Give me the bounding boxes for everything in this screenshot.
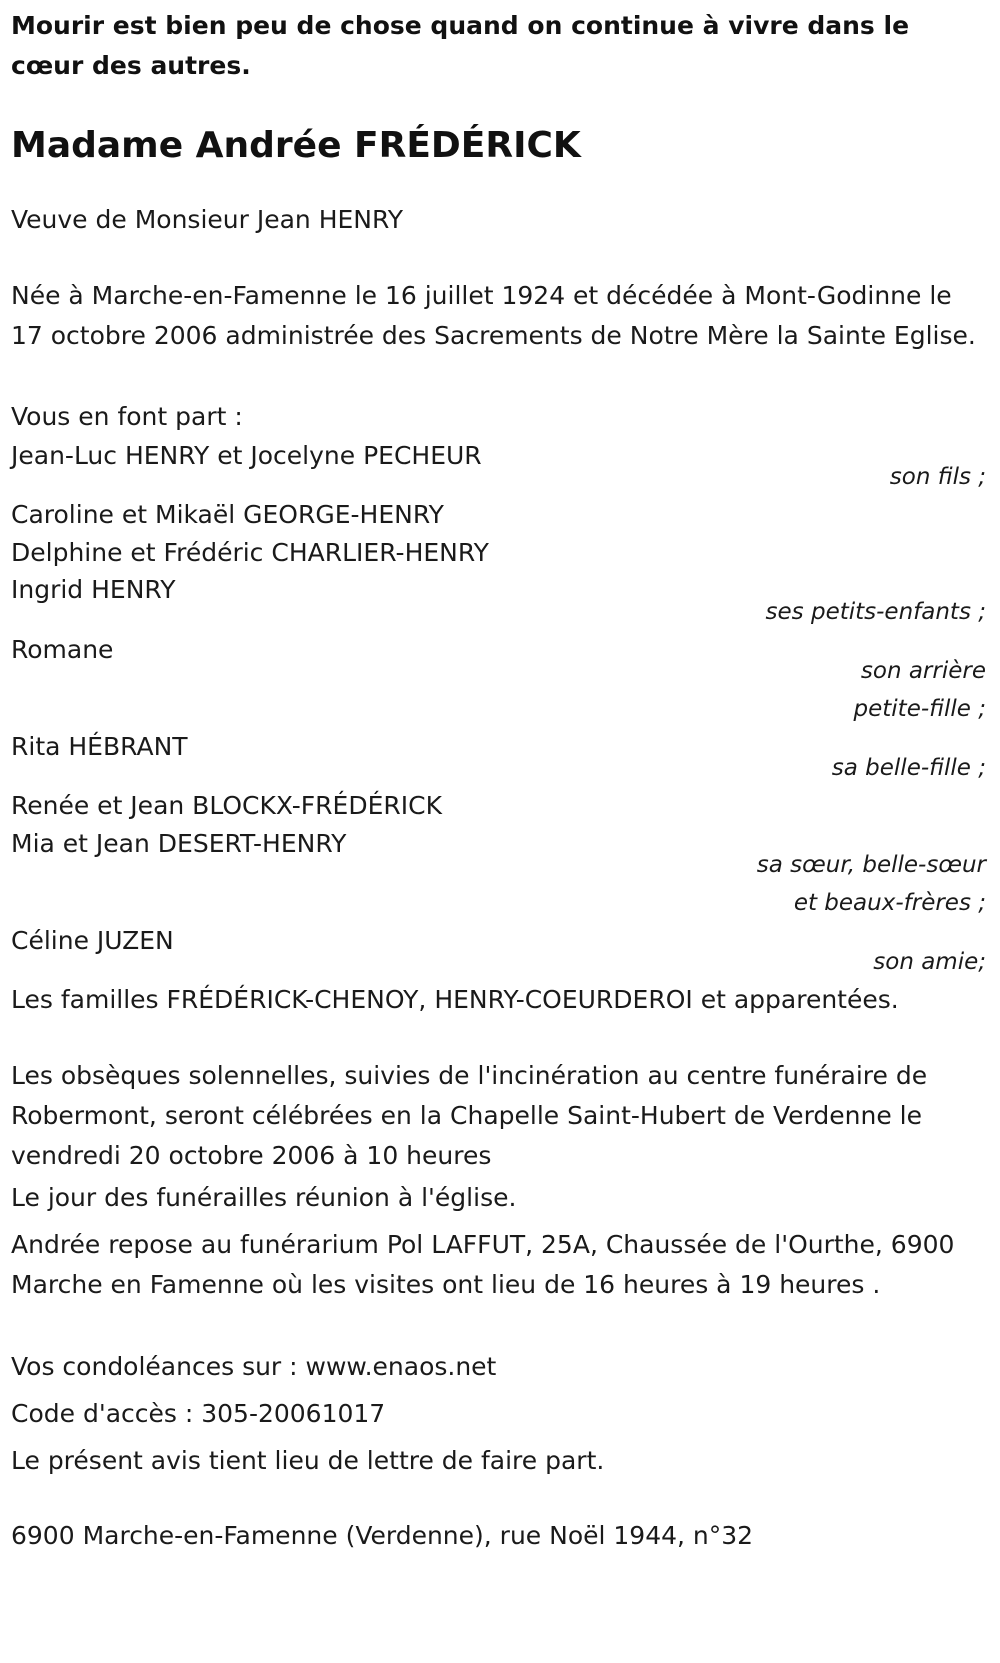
family-name: Romane [11, 635, 114, 664]
family-name: Rita HÉBRANT [11, 732, 188, 761]
family-relation: son fils ; [889, 464, 986, 490]
family-relation: sa sœur, belle-sœur [756, 852, 986, 878]
condolences-line: Vos condoléances sur : www.enaos.net [11, 1352, 497, 1381]
funeral-paragraph: Les obsèques solennelles, suivies de l'incinération au centre funéraire de Robermont, seront célébrées en la Chapelle Saint-Hubert de Verdenne le vendredi 20 octobre 2006 à 10 heures [11, 1061, 928, 1170]
family-address: 6900 Marche-en-Famenne (Verdenne), rue Noël 1944, n°32 [11, 1521, 754, 1550]
family-name: Céline JUZEN [11, 926, 174, 955]
family-relation: son amie; [873, 949, 986, 975]
birth-death-paragraph: Née à Marche-en-Famenne le 16 juillet 1924 et décédée à Mont-Godinne le 17 octobre 2006 administrée des Sacrements de Notre Mère la Sainte Eglise. [11, 281, 976, 350]
family-relation: et beaux-frères ; [793, 890, 986, 916]
family-name: Jean-Luc HENRY et Jocelyne PECHEUR [11, 441, 482, 470]
family-relation: son arrière [860, 658, 986, 684]
related-families: Les familles FRÉDÉRICK-CHENOY, HENRY-COEURDEROI et apparentées. [11, 985, 899, 1014]
deceased-name: Madame Andrée FRÉDÉRICK [11, 125, 581, 166]
access-code-line: Code d'accès : 305-20061017 [11, 1399, 386, 1428]
family-relation: sa belle-fille ; [831, 755, 986, 781]
family-relation: petite-fille ; [853, 696, 986, 722]
family-relation: ses petits-enfants ; [765, 599, 986, 625]
family-name: Caroline et Mikaël GEORGE-HENRY [11, 500, 444, 529]
widow-of: Veuve de Monsieur Jean HENRY [11, 205, 404, 234]
announce-label: Vous en font part : [11, 402, 243, 431]
visitation-paragraph: Andrée repose au funérarium Pol LAFFUT, 25A, Chaussée de l'Ourthe, 6900 Marche en Famenne où les visites ont lieu de 16 heures à 19 heures . [11, 1230, 955, 1299]
church-meeting: Le jour des funérailles réunion à l'église. [11, 1183, 517, 1212]
family-name: Delphine et Frédéric CHARLIER-HENRY [11, 538, 489, 567]
family-name: Ingrid HENRY [11, 575, 176, 604]
epigraph-quote: Mourir est bien peu de chose quand on continue à vivre dans le cœur des autres. [11, 11, 910, 80]
notice-statement: Le présent avis tient lieu de lettre de faire part. [11, 1446, 605, 1475]
family-name: Renée et Jean BLOCKX-FRÉDÉRICK [11, 791, 442, 820]
family-name: Mia et Jean DESERT-HENRY [11, 829, 347, 858]
